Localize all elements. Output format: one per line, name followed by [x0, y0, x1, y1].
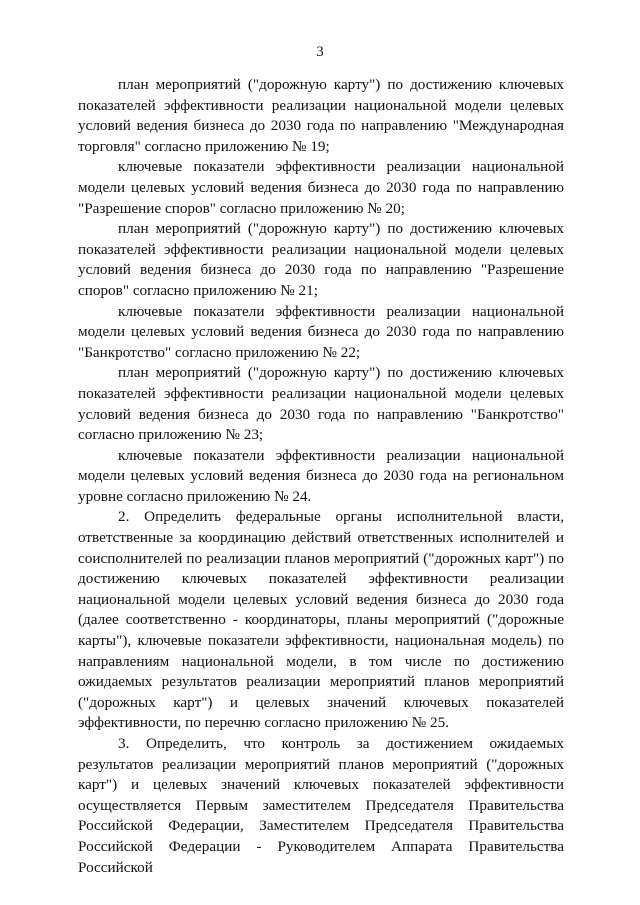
paragraph: план мероприятий ("дорожную карту") по достижению ключевых показателей эффективности реализации национальной модели целевых условий ведения бизнеса до 2030 года по направлению "Банкротство" согласно приложению № 23;	[78, 364, 564, 444]
page-number: 3	[316, 44, 324, 60]
paragraph: ключевые показатели эффективности реализации национальной модели целевых условий ведения бизнеса до 2030 года по направлению "Банкротство" согласно приложению № 22;	[78, 302, 564, 361]
document-body	[78, 75, 564, 878]
paragraph: ключевые показатели эффективности реализации национальной модели целевых условий ведения бизнеса до 2030 года на региональном уровне согласно приложению № 24.	[78, 446, 564, 505]
paragraph: план мероприятий ("дорожную карту") по достижению ключевых показателей эффективности реализации национальной модели целевых условий ведения бизнеса до 2030 года по направлению "Международная торговля" согласно приложению № 19;	[78, 76, 564, 155]
paragraph: 3. Определить, что контроль за достижением ожидаемых результатов реализации мероприятий планов мероприятий ("дорожных карт") и целевых значений ключевых показателей эффективности осуществляется Первым заместителем Председателя Правительства Российской Федерации, Заместителем Председателя Правительства Российской Федерации - Руководителем Аппарата Правительства Российской	[78, 735, 564, 876]
paragraph: 2. Определить федеральные органы исполнительной власти, ответственные за координацию действий ответственных исполнителей и соисполнителей по реализации планов мероприятий ("дорожных карт") по достижению ключевых показателей эффективности реализации национальной модели целевых условий ведения бизнеса до 2030 года (далее соответственно - координаторы, планы мероприятий ("дорожные карты"), ключевые показатели эффективности, национальная модель) по направлениям национальной модели, в том числе по достижению ожидаемых результатов реализации мероприятий планов мероприятий ("дорожных карт") и целевых значений ключевых показателей эффективности, по перечню согласно приложению № 25.	[78, 508, 564, 732]
paragraph: ключевые показатели эффективности реализации национальной модели целевых условий ведения бизнеса до 2030 года по направлению "Разрешение споров" согласно приложению № 20;	[78, 158, 564, 217]
paragraph: план мероприятий ("дорожную карту") по достижению ключевых показателей эффективности реализации национальной модели целевых условий ведения бизнеса до 2030 года по направлению "Разрешение споров" согласно приложению № 21;	[78, 220, 564, 299]
